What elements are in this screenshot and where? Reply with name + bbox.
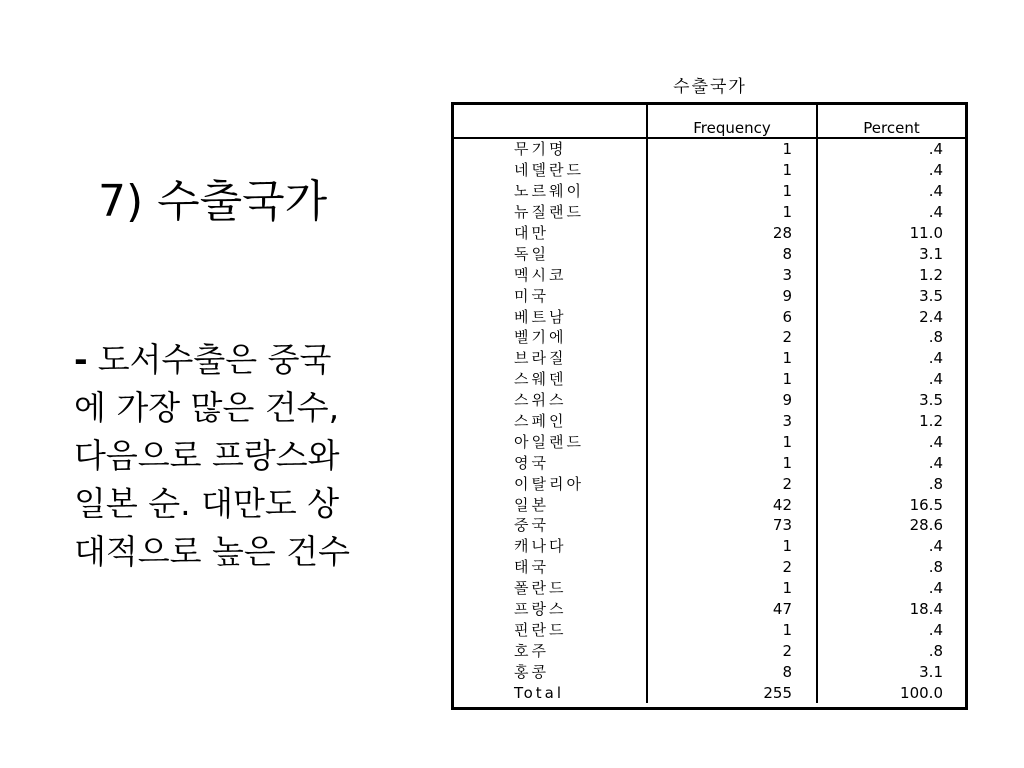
body-line bbox=[74, 336, 404, 384]
bullet-dash: - bbox=[74, 340, 88, 379]
row-percent: 3.1 bbox=[817, 243, 965, 264]
row-frequency: 9 bbox=[647, 285, 817, 306]
row-frequency: 1 bbox=[647, 160, 817, 181]
row-country-label: 베트남 bbox=[514, 307, 567, 326]
frequency-table-grid bbox=[454, 105, 965, 703]
row-frequency: 28 bbox=[647, 223, 817, 244]
row-frequency: 2 bbox=[647, 640, 817, 661]
body-line: 대적으로 높은 건수 bbox=[74, 532, 351, 571]
row-percent: .8 bbox=[817, 327, 965, 348]
row-frequency: 1 bbox=[647, 536, 817, 557]
row-frequency: 1 bbox=[647, 202, 817, 223]
row-country-label: 아일랜드 bbox=[514, 432, 584, 451]
table-row bbox=[454, 640, 965, 661]
row-percent: .4 bbox=[817, 160, 965, 181]
header-label bbox=[454, 105, 647, 138]
row-country-label: 스위스 bbox=[514, 391, 567, 410]
row-frequency: 42 bbox=[647, 494, 817, 515]
row-country-label: 노르웨이 bbox=[514, 182, 584, 201]
table-row bbox=[454, 557, 965, 578]
row-percent: 1.2 bbox=[817, 264, 965, 285]
row-percent: .8 bbox=[817, 557, 965, 578]
table-row bbox=[454, 452, 965, 473]
table-row bbox=[454, 619, 965, 640]
row-frequency: 1 bbox=[647, 619, 817, 640]
header-frequency: Frequency bbox=[647, 105, 817, 138]
table-row bbox=[454, 515, 965, 536]
row-frequency: 8 bbox=[647, 243, 817, 264]
row-percent: .4 bbox=[817, 202, 965, 223]
row-frequency: 47 bbox=[647, 599, 817, 620]
row-percent: 3.5 bbox=[817, 285, 965, 306]
row-country-label: 멕시코 bbox=[514, 265, 567, 284]
table-row bbox=[454, 285, 965, 306]
table-row bbox=[454, 243, 965, 264]
row-percent: .4 bbox=[817, 452, 965, 473]
row-percent: .4 bbox=[817, 619, 965, 640]
row-country-label: 캐나다 bbox=[514, 537, 567, 556]
table-row bbox=[454, 306, 965, 327]
row-frequency: 255 bbox=[647, 682, 817, 703]
row-frequency: 8 bbox=[647, 661, 817, 682]
table-row bbox=[454, 327, 965, 348]
table-row bbox=[454, 138, 965, 160]
row-country-label: 무기명 bbox=[514, 140, 567, 159]
row-percent: 3.5 bbox=[817, 390, 965, 411]
row-percent: .8 bbox=[817, 640, 965, 661]
row-country-label: 브라질 bbox=[514, 349, 567, 368]
row-frequency: 2 bbox=[647, 327, 817, 348]
row-percent: 18.4 bbox=[817, 599, 965, 620]
row-frequency: 3 bbox=[647, 264, 817, 285]
table-row bbox=[454, 431, 965, 452]
table-row bbox=[454, 536, 965, 557]
row-frequency: 1 bbox=[647, 348, 817, 369]
table-row bbox=[454, 411, 965, 432]
row-country-label: 미국 bbox=[514, 286, 549, 305]
row-country-label: Total bbox=[514, 683, 565, 702]
table-row bbox=[454, 494, 965, 515]
row-frequency: 1 bbox=[647, 431, 817, 452]
row-country-label: 스페인 bbox=[514, 412, 567, 431]
table-row bbox=[454, 202, 965, 223]
table-body bbox=[454, 138, 965, 703]
row-percent: .4 bbox=[817, 138, 965, 160]
row-country-label: 대만 bbox=[514, 224, 549, 242]
row-country-label: 벨기에 bbox=[514, 328, 567, 347]
table-row bbox=[454, 264, 965, 285]
row-percent: 1.2 bbox=[817, 411, 965, 432]
row-country-label: 스웨덴 bbox=[514, 370, 567, 389]
body-line: 에 가장 많은 건수, bbox=[74, 388, 340, 427]
table-row bbox=[454, 181, 965, 202]
table-row bbox=[454, 661, 965, 682]
row-country-label: 홍콩 bbox=[514, 662, 549, 681]
row-frequency: 2 bbox=[647, 473, 817, 494]
row-country-label: 이탈리아 bbox=[514, 474, 584, 493]
frequency-table bbox=[451, 102, 968, 710]
row-frequency: 1 bbox=[647, 578, 817, 599]
row-country-label: 폴란드 bbox=[514, 579, 567, 598]
table-row bbox=[454, 160, 965, 181]
row-percent: .8 bbox=[817, 473, 965, 494]
row-percent: 100.0 bbox=[817, 682, 965, 703]
body-line: 일본 순. 대만도 상 bbox=[74, 484, 340, 523]
table-row bbox=[454, 390, 965, 411]
row-frequency: 1 bbox=[647, 452, 817, 473]
row-country-label: 중국 bbox=[514, 516, 549, 535]
slide-body-text bbox=[74, 336, 404, 576]
row-country-label: 뉴질랜드 bbox=[514, 203, 584, 222]
table-row bbox=[454, 348, 965, 369]
row-frequency: 9 bbox=[647, 390, 817, 411]
row-country-label: 영국 bbox=[514, 453, 549, 472]
row-percent: 2.4 bbox=[817, 306, 965, 327]
row-country-label: 태국 bbox=[514, 558, 549, 577]
table-row bbox=[454, 578, 965, 599]
row-country-label: 핀란드 bbox=[514, 620, 567, 639]
row-percent: 11.0 bbox=[817, 223, 965, 244]
table-caption: 수출국가 bbox=[673, 77, 747, 97]
table-row bbox=[454, 599, 965, 620]
header-percent: Percent bbox=[817, 105, 965, 138]
row-percent: .4 bbox=[817, 181, 965, 202]
row-frequency: 1 bbox=[647, 181, 817, 202]
body-line-text: 도서수출은 중국 bbox=[97, 340, 332, 379]
row-country-label: 일본 bbox=[514, 495, 549, 514]
body-line: 다음으로 프랑스와 bbox=[74, 436, 340, 475]
table-row bbox=[454, 369, 965, 390]
table-row bbox=[454, 473, 965, 494]
row-percent: 28.6 bbox=[817, 515, 965, 536]
row-percent: .4 bbox=[817, 536, 965, 557]
row-percent: 3.1 bbox=[817, 661, 965, 682]
row-country-label: 독일 bbox=[514, 244, 549, 263]
row-country-label: 호주 bbox=[514, 641, 549, 660]
row-frequency: 1 bbox=[647, 369, 817, 390]
slide-title: 7) 수출국가 bbox=[98, 176, 328, 227]
row-frequency: 2 bbox=[647, 557, 817, 578]
row-percent: .4 bbox=[817, 431, 965, 452]
table-header-row bbox=[454, 105, 965, 138]
row-percent: .4 bbox=[817, 348, 965, 369]
row-frequency: 73 bbox=[647, 515, 817, 536]
table-row bbox=[454, 682, 965, 703]
row-country-label: 네델란드 bbox=[514, 161, 584, 180]
row-frequency: 1 bbox=[647, 138, 817, 160]
row-country-label: 프랑스 bbox=[514, 600, 567, 619]
row-frequency: 3 bbox=[647, 411, 817, 432]
row-frequency: 6 bbox=[647, 306, 817, 327]
table-row bbox=[454, 223, 965, 244]
row-percent: .4 bbox=[817, 369, 965, 390]
row-percent: 16.5 bbox=[817, 494, 965, 515]
row-percent: .4 bbox=[817, 578, 965, 599]
